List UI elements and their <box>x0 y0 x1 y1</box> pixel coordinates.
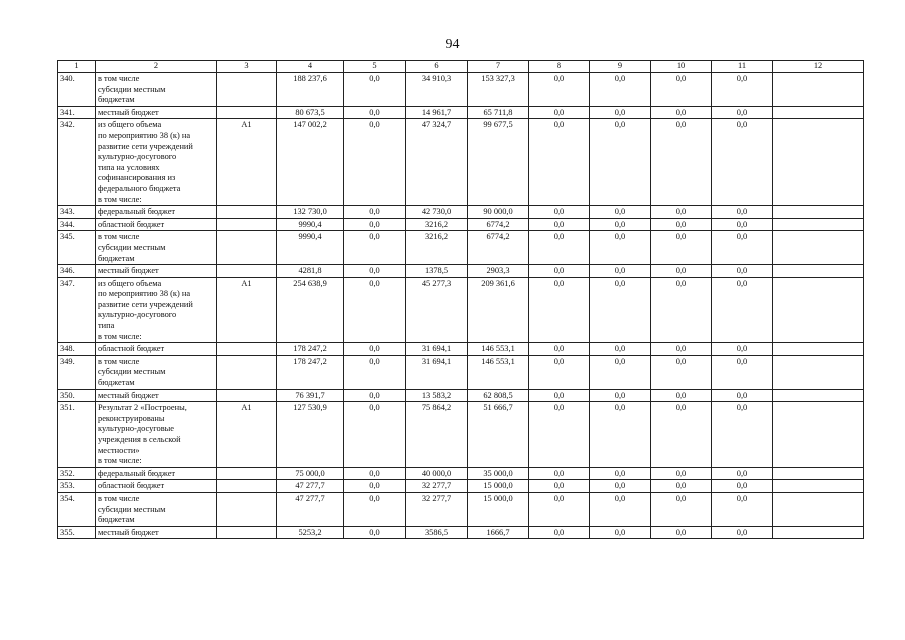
value-col-7: 35 000,0 <box>468 467 529 480</box>
value-col-9: 0,0 <box>590 355 651 389</box>
value-col-4: 80 673,5 <box>277 106 344 119</box>
value-col-9: 0,0 <box>590 492 651 526</box>
row-name: из общего объема по мероприятию 38 (к) на развитие сети учреждений культурно-досугового типа на условиях софинансирования из федерального бюджета в том числе: <box>96 119 217 206</box>
row-number: 350. <box>58 389 96 402</box>
value-col-9: 0,0 <box>590 467 651 480</box>
row-name: в том числе субсидии местным бюджетам <box>96 73 217 107</box>
value-col-8: 0,0 <box>529 343 590 356</box>
value-col-4: 47 277,7 <box>277 492 344 526</box>
value-col-11: 0,0 <box>712 218 773 231</box>
value-col-10: 0,0 <box>651 402 712 468</box>
value-col-4: 4281,8 <box>277 265 344 278</box>
column-header: 8 <box>529 61 590 73</box>
value-col-10: 0,0 <box>651 343 712 356</box>
value-col-12 <box>773 467 864 480</box>
value-col-12 <box>773 119 864 206</box>
value-col-4: 9990,4 <box>277 231 344 265</box>
table-row <box>58 480 864 493</box>
row-name: в том числе субсидии местным бюджетам <box>96 492 217 526</box>
table-row <box>58 389 864 402</box>
value-col-10: 0,0 <box>651 480 712 493</box>
row-name: местный бюджет <box>96 526 217 539</box>
value-col-9: 0,0 <box>590 480 651 493</box>
row-name: в том числе субсидии местным бюджетам <box>96 355 217 389</box>
value-col-4: 254 638,9 <box>277 277 344 343</box>
value-col-10: 0,0 <box>651 206 712 219</box>
table-row <box>58 231 864 265</box>
value-col-12 <box>773 231 864 265</box>
value-col-11: 0,0 <box>712 526 773 539</box>
value-col-9: 0,0 <box>590 402 651 468</box>
row-number: 346. <box>58 265 96 278</box>
value-col-9: 0,0 <box>590 106 651 119</box>
value-col-8: 0,0 <box>529 389 590 402</box>
row-number: 354. <box>58 492 96 526</box>
column-header: 2 <box>96 61 217 73</box>
value-col-11: 0,0 <box>712 467 773 480</box>
value-col-8: 0,0 <box>529 467 590 480</box>
value-col-5: 0,0 <box>344 355 406 389</box>
value-col-7: 15 000,0 <box>468 480 529 493</box>
column-header: 4 <box>277 61 344 73</box>
value-col-9: 0,0 <box>590 389 651 402</box>
value-col-8: 0,0 <box>529 73 590 107</box>
value-col-7: 15 000,0 <box>468 492 529 526</box>
value-col-7: 153 327,3 <box>468 73 529 107</box>
row-code <box>217 231 277 265</box>
row-code: А1 <box>217 402 277 468</box>
value-col-5: 0,0 <box>344 119 406 206</box>
row-number: 349. <box>58 355 96 389</box>
value-col-6: 32 277,7 <box>406 492 468 526</box>
column-header: 5 <box>344 61 406 73</box>
value-col-5: 0,0 <box>344 343 406 356</box>
value-col-10: 0,0 <box>651 231 712 265</box>
value-col-7: 1666,7 <box>468 526 529 539</box>
column-header: 10 <box>651 61 712 73</box>
value-col-12 <box>773 526 864 539</box>
column-header: 3 <box>217 61 277 73</box>
page-number: 94 <box>445 37 460 52</box>
value-col-10: 0,0 <box>651 277 712 343</box>
row-name: федеральный бюджет <box>96 206 217 219</box>
value-col-10: 0,0 <box>651 467 712 480</box>
row-number: 352. <box>58 467 96 480</box>
value-col-6: 14 961,7 <box>406 106 468 119</box>
row-code <box>217 343 277 356</box>
value-col-9: 0,0 <box>590 265 651 278</box>
row-number: 343. <box>58 206 96 219</box>
value-col-11: 0,0 <box>712 277 773 343</box>
column-header: 9 <box>590 61 651 73</box>
value-col-5: 0,0 <box>344 73 406 107</box>
value-col-7: 2903,3 <box>468 265 529 278</box>
value-col-5: 0,0 <box>344 389 406 402</box>
row-code <box>217 355 277 389</box>
value-col-12 <box>773 355 864 389</box>
row-code: А1 <box>217 277 277 343</box>
row-code <box>217 467 277 480</box>
value-col-9: 0,0 <box>590 277 651 343</box>
value-col-6: 1378,5 <box>406 265 468 278</box>
row-name: областной бюджет <box>96 480 217 493</box>
value-col-5: 0,0 <box>344 467 406 480</box>
column-header: 6 <box>406 61 468 73</box>
value-col-6: 31 694,1 <box>406 355 468 389</box>
table-row <box>58 265 864 278</box>
value-col-12 <box>773 492 864 526</box>
table-row <box>58 343 864 356</box>
value-col-11: 0,0 <box>712 492 773 526</box>
value-col-6: 3586,5 <box>406 526 468 539</box>
value-col-7: 65 711,8 <box>468 106 529 119</box>
row-name: федеральный бюджет <box>96 467 217 480</box>
row-code: А1 <box>217 119 277 206</box>
value-col-11: 0,0 <box>712 355 773 389</box>
value-col-10: 0,0 <box>651 355 712 389</box>
row-name: местный бюджет <box>96 389 217 402</box>
value-col-11: 0,0 <box>712 73 773 107</box>
value-col-5: 0,0 <box>344 277 406 343</box>
value-col-5: 0,0 <box>344 402 406 468</box>
table-row <box>58 106 864 119</box>
row-number: 347. <box>58 277 96 343</box>
value-col-5: 0,0 <box>344 480 406 493</box>
table-row <box>58 526 864 539</box>
row-code <box>217 106 277 119</box>
value-col-7: 146 553,1 <box>468 343 529 356</box>
value-col-4: 9990,4 <box>277 218 344 231</box>
value-col-4: 188 237,6 <box>277 73 344 107</box>
value-col-8: 0,0 <box>529 355 590 389</box>
value-col-7: 209 361,6 <box>468 277 529 343</box>
value-col-8: 0,0 <box>529 119 590 206</box>
value-col-8: 0,0 <box>529 106 590 119</box>
value-col-9: 0,0 <box>590 218 651 231</box>
row-number: 341. <box>58 106 96 119</box>
value-col-12 <box>773 106 864 119</box>
value-col-4: 75 000,0 <box>277 467 344 480</box>
value-col-4: 76 391,7 <box>277 389 344 402</box>
value-col-6: 34 910,3 <box>406 73 468 107</box>
value-col-7: 90 000,0 <box>468 206 529 219</box>
value-col-9: 0,0 <box>590 526 651 539</box>
row-number: 345. <box>58 231 96 265</box>
value-col-7: 146 553,1 <box>468 355 529 389</box>
value-col-6: 47 324,7 <box>406 119 468 206</box>
row-code <box>217 526 277 539</box>
value-col-5: 0,0 <box>344 526 406 539</box>
row-name: областной бюджет <box>96 343 217 356</box>
table-row <box>58 119 864 206</box>
value-col-12 <box>773 73 864 107</box>
value-col-12 <box>773 402 864 468</box>
table-row <box>58 277 864 343</box>
value-col-12 <box>773 389 864 402</box>
value-col-8: 0,0 <box>529 277 590 343</box>
row-code <box>217 218 277 231</box>
value-col-8: 0,0 <box>529 206 590 219</box>
value-col-5: 0,0 <box>344 492 406 526</box>
value-col-4: 178 247,2 <box>277 355 344 389</box>
value-col-10: 0,0 <box>651 73 712 107</box>
row-number: 344. <box>58 218 96 231</box>
value-col-11: 0,0 <box>712 343 773 356</box>
value-col-11: 0,0 <box>712 119 773 206</box>
value-col-12 <box>773 480 864 493</box>
row-name: Результат 2 «Построены, реконструированы культурно-досуговые учреждения в сельской местности» в том числе: <box>96 402 217 468</box>
value-col-4: 147 002,2 <box>277 119 344 206</box>
table-row <box>58 218 864 231</box>
table-row <box>58 73 864 107</box>
value-col-11: 0,0 <box>712 480 773 493</box>
value-col-7: 62 808,5 <box>468 389 529 402</box>
row-number: 353. <box>58 480 96 493</box>
value-col-9: 0,0 <box>590 119 651 206</box>
row-code <box>217 480 277 493</box>
value-col-5: 0,0 <box>344 265 406 278</box>
value-col-12 <box>773 218 864 231</box>
value-col-5: 0,0 <box>344 231 406 265</box>
table-header-row <box>58 61 864 73</box>
column-header: 12 <box>773 61 864 73</box>
value-col-10: 0,0 <box>651 492 712 526</box>
value-col-9: 0,0 <box>590 206 651 219</box>
row-name: в том числе субсидии местным бюджетам <box>96 231 217 265</box>
row-code <box>217 73 277 107</box>
table-row <box>58 402 864 468</box>
row-name: местный бюджет <box>96 106 217 119</box>
value-col-7: 6774,2 <box>468 218 529 231</box>
value-col-12 <box>773 206 864 219</box>
value-col-12 <box>773 343 864 356</box>
value-col-6: 42 730,0 <box>406 206 468 219</box>
value-col-12 <box>773 277 864 343</box>
value-col-8: 0,0 <box>529 480 590 493</box>
table-row <box>58 467 864 480</box>
value-col-6: 40 000,0 <box>406 467 468 480</box>
value-col-11: 0,0 <box>712 389 773 402</box>
row-number: 340. <box>58 73 96 107</box>
value-col-11: 0,0 <box>712 402 773 468</box>
row-number: 351. <box>58 402 96 468</box>
value-col-11: 0,0 <box>712 231 773 265</box>
value-col-4: 178 247,2 <box>277 343 344 356</box>
value-col-4: 127 530,9 <box>277 402 344 468</box>
column-header: 1 <box>58 61 96 73</box>
value-col-5: 0,0 <box>344 206 406 219</box>
table-row <box>58 492 864 526</box>
value-col-6: 13 583,2 <box>406 389 468 402</box>
value-col-4: 47 277,7 <box>277 480 344 493</box>
row-number: 348. <box>58 343 96 356</box>
row-code <box>217 389 277 402</box>
row-number: 355. <box>58 526 96 539</box>
value-col-9: 0,0 <box>590 343 651 356</box>
value-col-4: 132 730,0 <box>277 206 344 219</box>
value-col-6: 3216,2 <box>406 218 468 231</box>
value-col-7: 99 677,5 <box>468 119 529 206</box>
value-col-10: 0,0 <box>651 265 712 278</box>
value-col-8: 0,0 <box>529 402 590 468</box>
value-col-10: 0,0 <box>651 526 712 539</box>
value-col-9: 0,0 <box>590 231 651 265</box>
table-row <box>58 206 864 219</box>
value-col-8: 0,0 <box>529 265 590 278</box>
value-col-8: 0,0 <box>529 231 590 265</box>
value-col-10: 0,0 <box>651 106 712 119</box>
value-col-7: 51 666,7 <box>468 402 529 468</box>
value-col-9: 0,0 <box>590 73 651 107</box>
value-col-6: 31 694,1 <box>406 343 468 356</box>
column-header: 7 <box>468 61 529 73</box>
value-col-12 <box>773 265 864 278</box>
value-col-10: 0,0 <box>651 218 712 231</box>
value-col-8: 0,0 <box>529 218 590 231</box>
value-col-5: 0,0 <box>344 106 406 119</box>
value-col-11: 0,0 <box>712 265 773 278</box>
value-col-6: 75 864,2 <box>406 402 468 468</box>
value-col-8: 0,0 <box>529 492 590 526</box>
table-row <box>58 355 864 389</box>
value-col-11: 0,0 <box>712 206 773 219</box>
row-code <box>217 206 277 219</box>
value-col-4: 5253,2 <box>277 526 344 539</box>
value-col-11: 0,0 <box>712 106 773 119</box>
value-col-6: 32 277,7 <box>406 480 468 493</box>
value-col-10: 0,0 <box>651 119 712 206</box>
row-code <box>217 492 277 526</box>
value-col-7: 6774,2 <box>468 231 529 265</box>
budget-table <box>57 60 864 539</box>
row-code <box>217 265 277 278</box>
row-name: местный бюджет <box>96 265 217 278</box>
value-col-6: 3216,2 <box>406 231 468 265</box>
value-col-5: 0,0 <box>344 218 406 231</box>
value-col-6: 45 277,3 <box>406 277 468 343</box>
row-name: областной бюджет <box>96 218 217 231</box>
value-col-8: 0,0 <box>529 526 590 539</box>
value-col-10: 0,0 <box>651 389 712 402</box>
column-header: 11 <box>712 61 773 73</box>
row-name: из общего объема по мероприятию 38 (к) на развитие сети учреждений культурно-досугового типа в том числе: <box>96 277 217 343</box>
row-number: 342. <box>58 119 96 206</box>
